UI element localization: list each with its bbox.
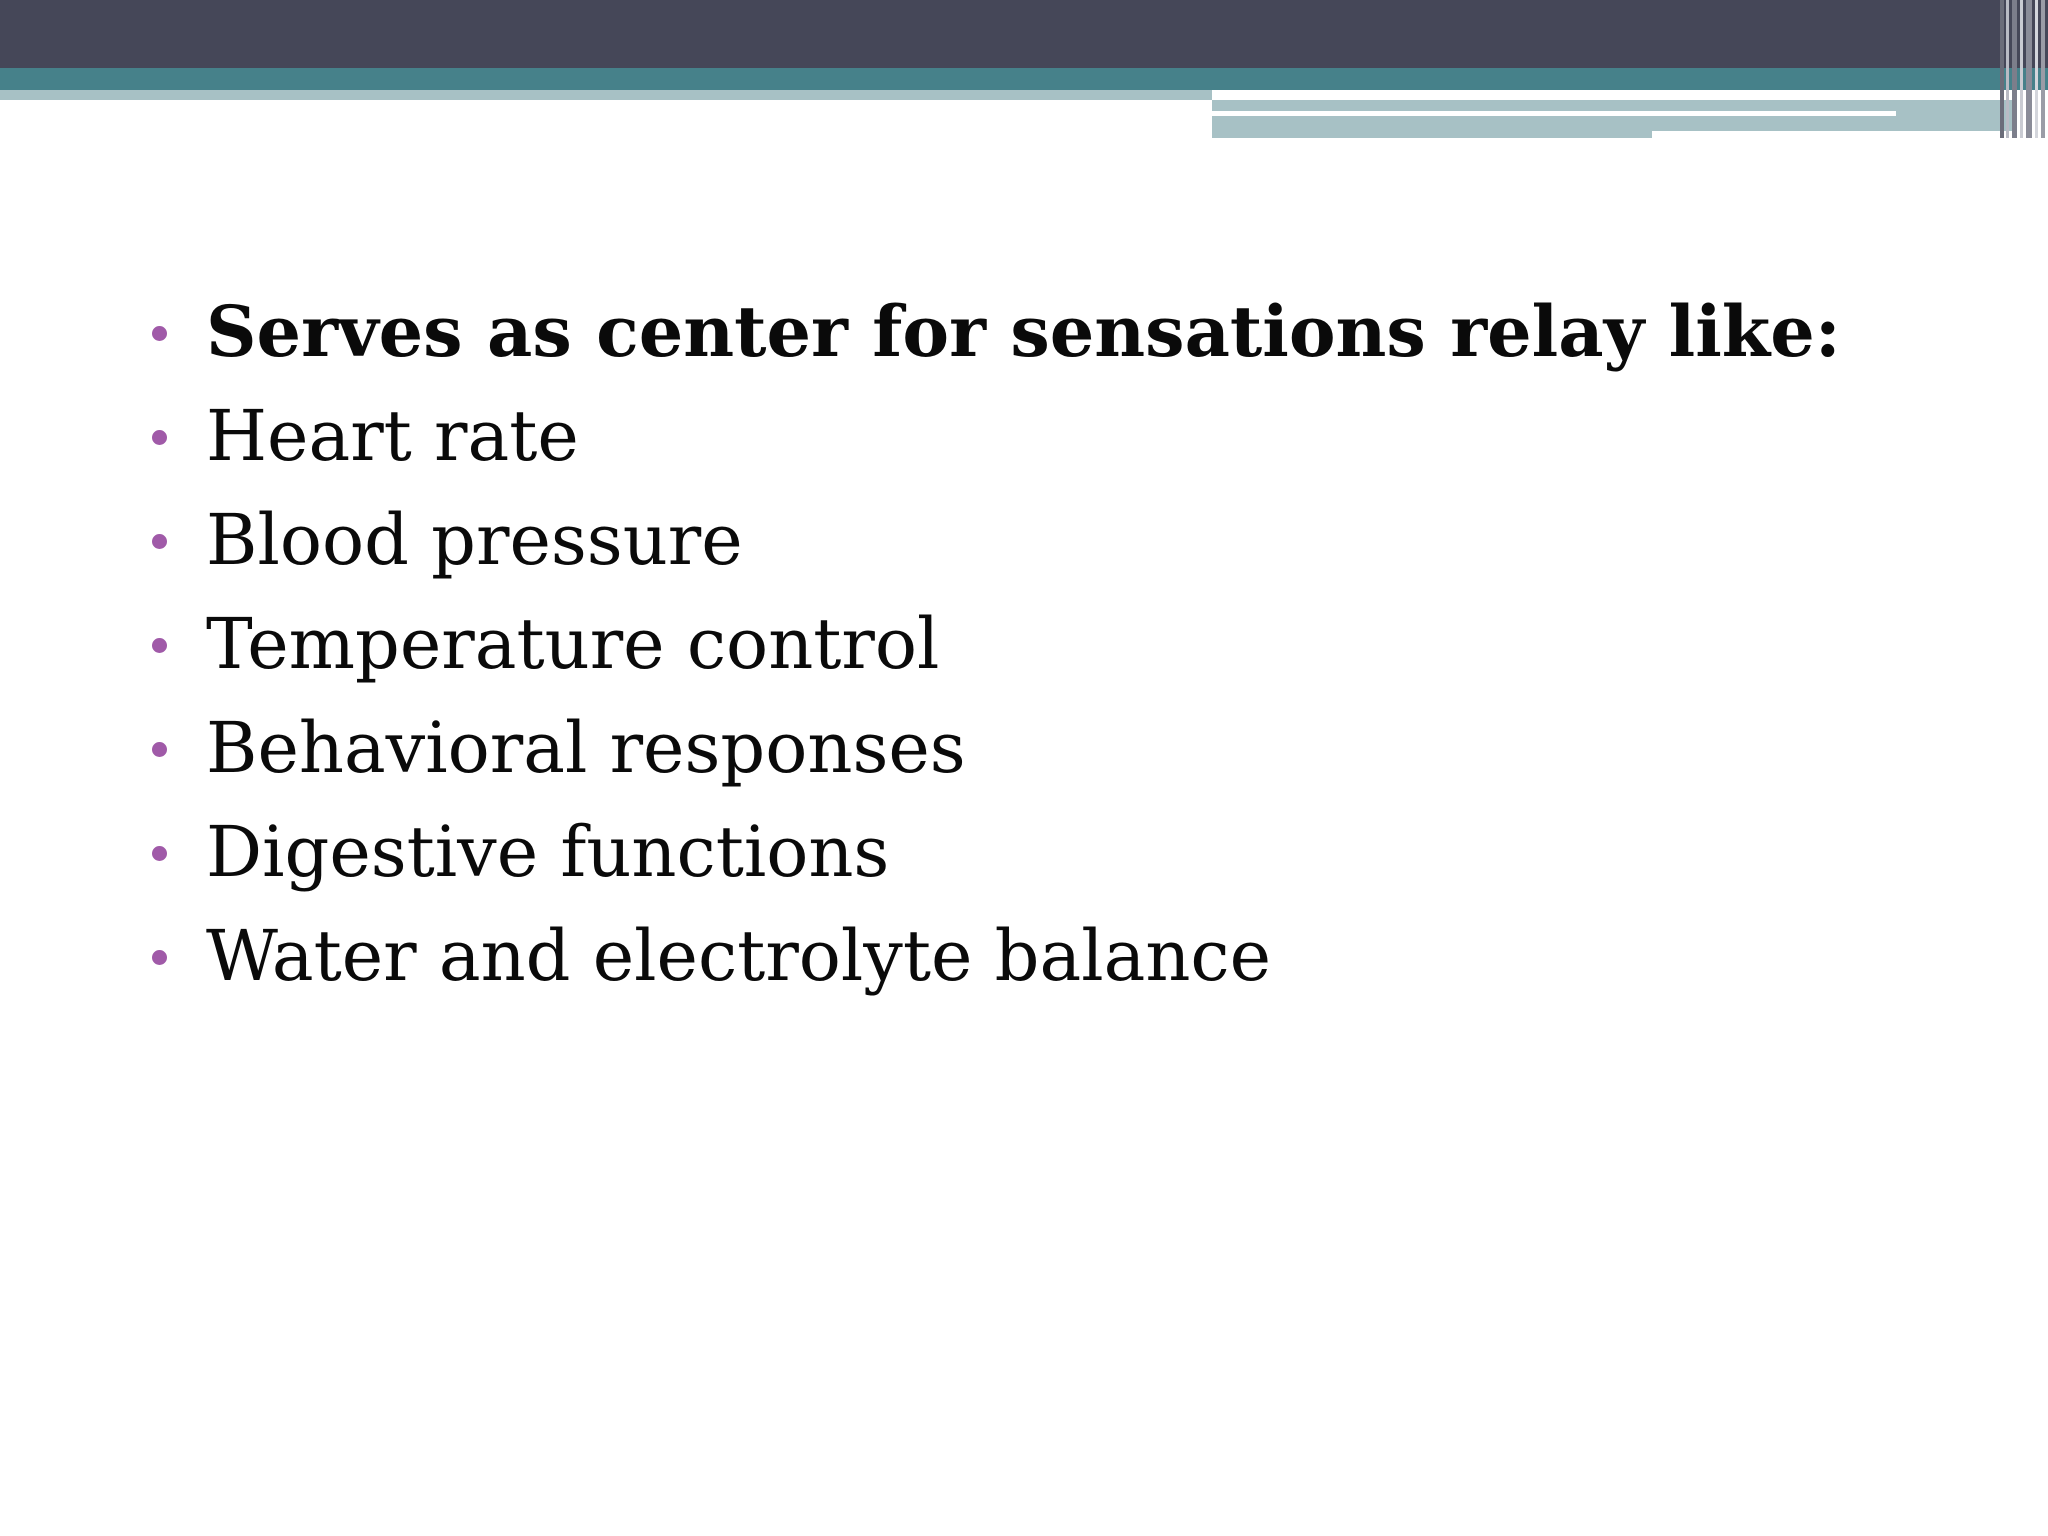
header-band-dark bbox=[0, 0, 2048, 68]
bullet-dot-icon bbox=[152, 950, 167, 965]
bullet-text: Digestive functions bbox=[206, 811, 890, 893]
bullet-text: Blood pressure bbox=[206, 499, 743, 581]
bullet-item bbox=[146, 488, 2006, 592]
bullet-text: Temperature control bbox=[206, 603, 940, 685]
bullet-content bbox=[146, 280, 2006, 1008]
bullet-item bbox=[146, 280, 2006, 384]
bullet-item bbox=[146, 800, 2006, 904]
header-band-light-left bbox=[0, 90, 1212, 100]
bullet-text: Heart rate bbox=[206, 395, 579, 477]
header-white-notch bbox=[1652, 131, 2012, 138]
bullet-dot-icon bbox=[152, 430, 167, 445]
bullet-list bbox=[146, 280, 2006, 1008]
bullet-text: Serves as center for sensations relay like: bbox=[206, 290, 1841, 373]
bullet-text: Behavioral responses bbox=[206, 707, 966, 789]
bullet-dot-icon bbox=[152, 638, 167, 653]
bullet-dot-icon bbox=[152, 742, 167, 757]
header-white-line bbox=[1212, 111, 1896, 116]
header-stripes bbox=[2000, 0, 2048, 138]
bullet-item bbox=[146, 904, 2006, 1008]
bullet-dot-icon bbox=[152, 846, 167, 861]
bullet-item bbox=[146, 696, 2006, 800]
bullet-text: Water and electrolyte balance bbox=[206, 915, 1272, 997]
bullet-item bbox=[146, 592, 2006, 696]
bullet-dot-icon bbox=[152, 534, 167, 549]
bullet-item bbox=[146, 384, 2006, 488]
header-band-teal bbox=[0, 68, 2048, 90]
bullet-dot-icon bbox=[152, 326, 167, 341]
